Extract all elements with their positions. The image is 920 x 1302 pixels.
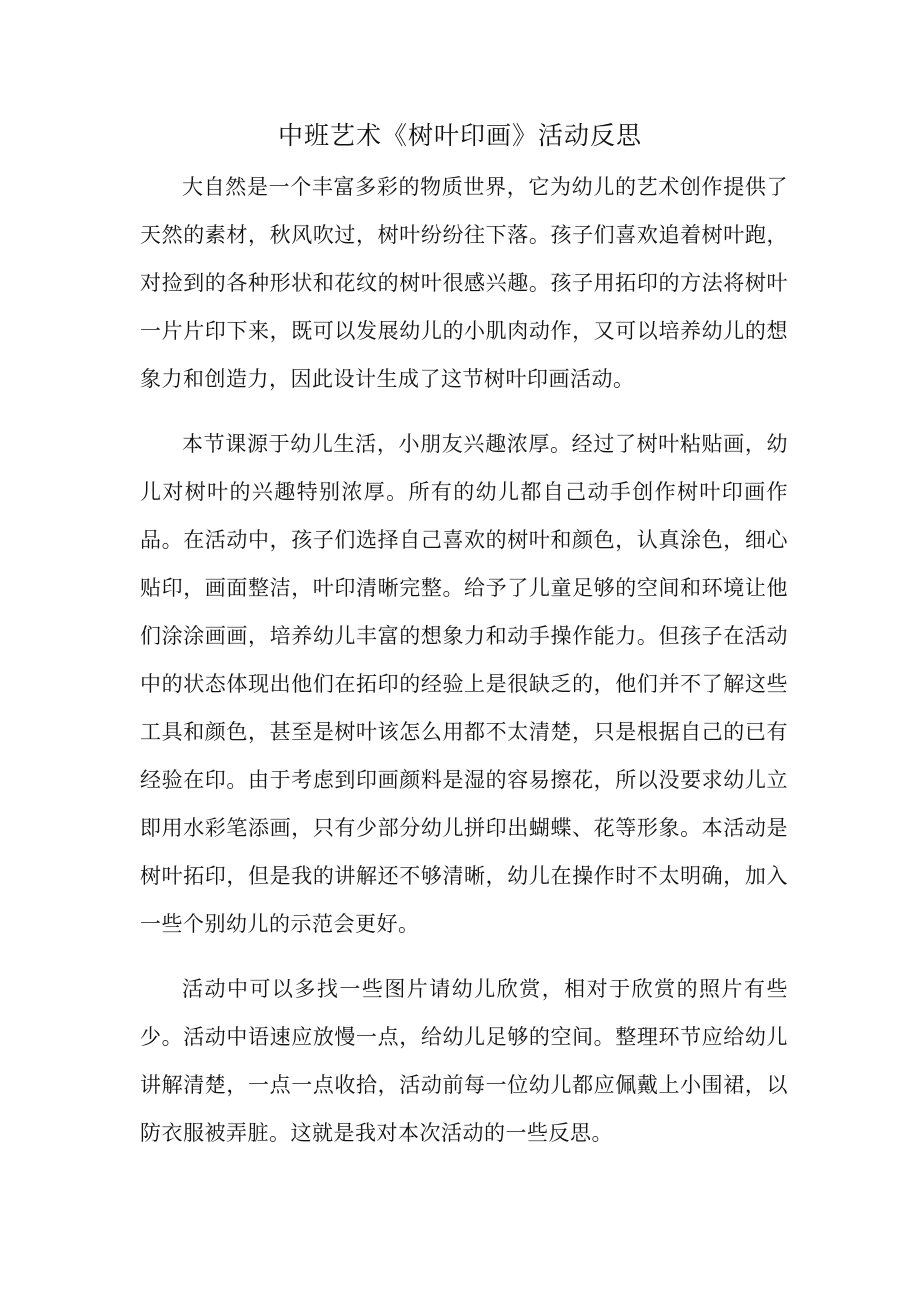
paragraph-3: 活动中可以多找一些图片请幼儿欣赏，相对于欣赏的照片有些少。活动中语速应放慢一点，给幼儿足够的空间。整理环节应给幼儿讲解清楚，一点一点收拾，活动前每一位幼儿都应佩戴上小围裙，以防衣服被弄脏。这就是我对本次活动的一些反思。 xyxy=(140,977,788,1145)
document-body xyxy=(140,163,788,1174)
document-title: 中班艺术《树叶印画》活动反思 xyxy=(277,121,642,150)
paragraph-2: 本节课源于幼儿生活，小朋友兴趣浓厚。经过了树叶粘贴画，幼儿对树叶的兴趣特别浓厚。所有的幼儿都自己动手创作树叶印画作品。在活动中，孩子们选择自己喜欢的树叶和颜色，认真涂色，细心贴印，画面整洁，叶印清晰完整。给予了儿童足够的空间和环境让他们涂涂画画，培养幼儿丰富的想象力和动手操作能力。但孩子在活动中的状态体现出他们在拓印的经验上是很缺乏的，他们并不了解这些工具和颜色，甚至是树叶该怎么用都不太清楚，只是根据自己的已有经验在印。由于考虑到印画颜料是湿的容易擦花，所以没要求幼儿立即用水彩笔添画，只有少部分幼儿拼印出蝴蝶、花等形象。本活动是树叶拓印，但是我的讲解还不够清晰，幼儿在操作时不太明确，加入一些个别幼儿的示范会更好。 xyxy=(140,432,788,936)
paragraph-1: 大自然是一个丰富多彩的物质世界，它为幼儿的艺术创作提供了天然的素材，秋风吹过，树叶纷纷往下落。孩子们喜欢追着树叶跑，对捡到的各种形状和花纹的树叶很感兴趣。孩子用拓印的方法将树叶一片片印下来，既可以发展幼儿的小肌肉动作，又可以培养幼儿的想象力和创造力，因此设计生成了这节树叶印画活动。 xyxy=(140,175,788,391)
